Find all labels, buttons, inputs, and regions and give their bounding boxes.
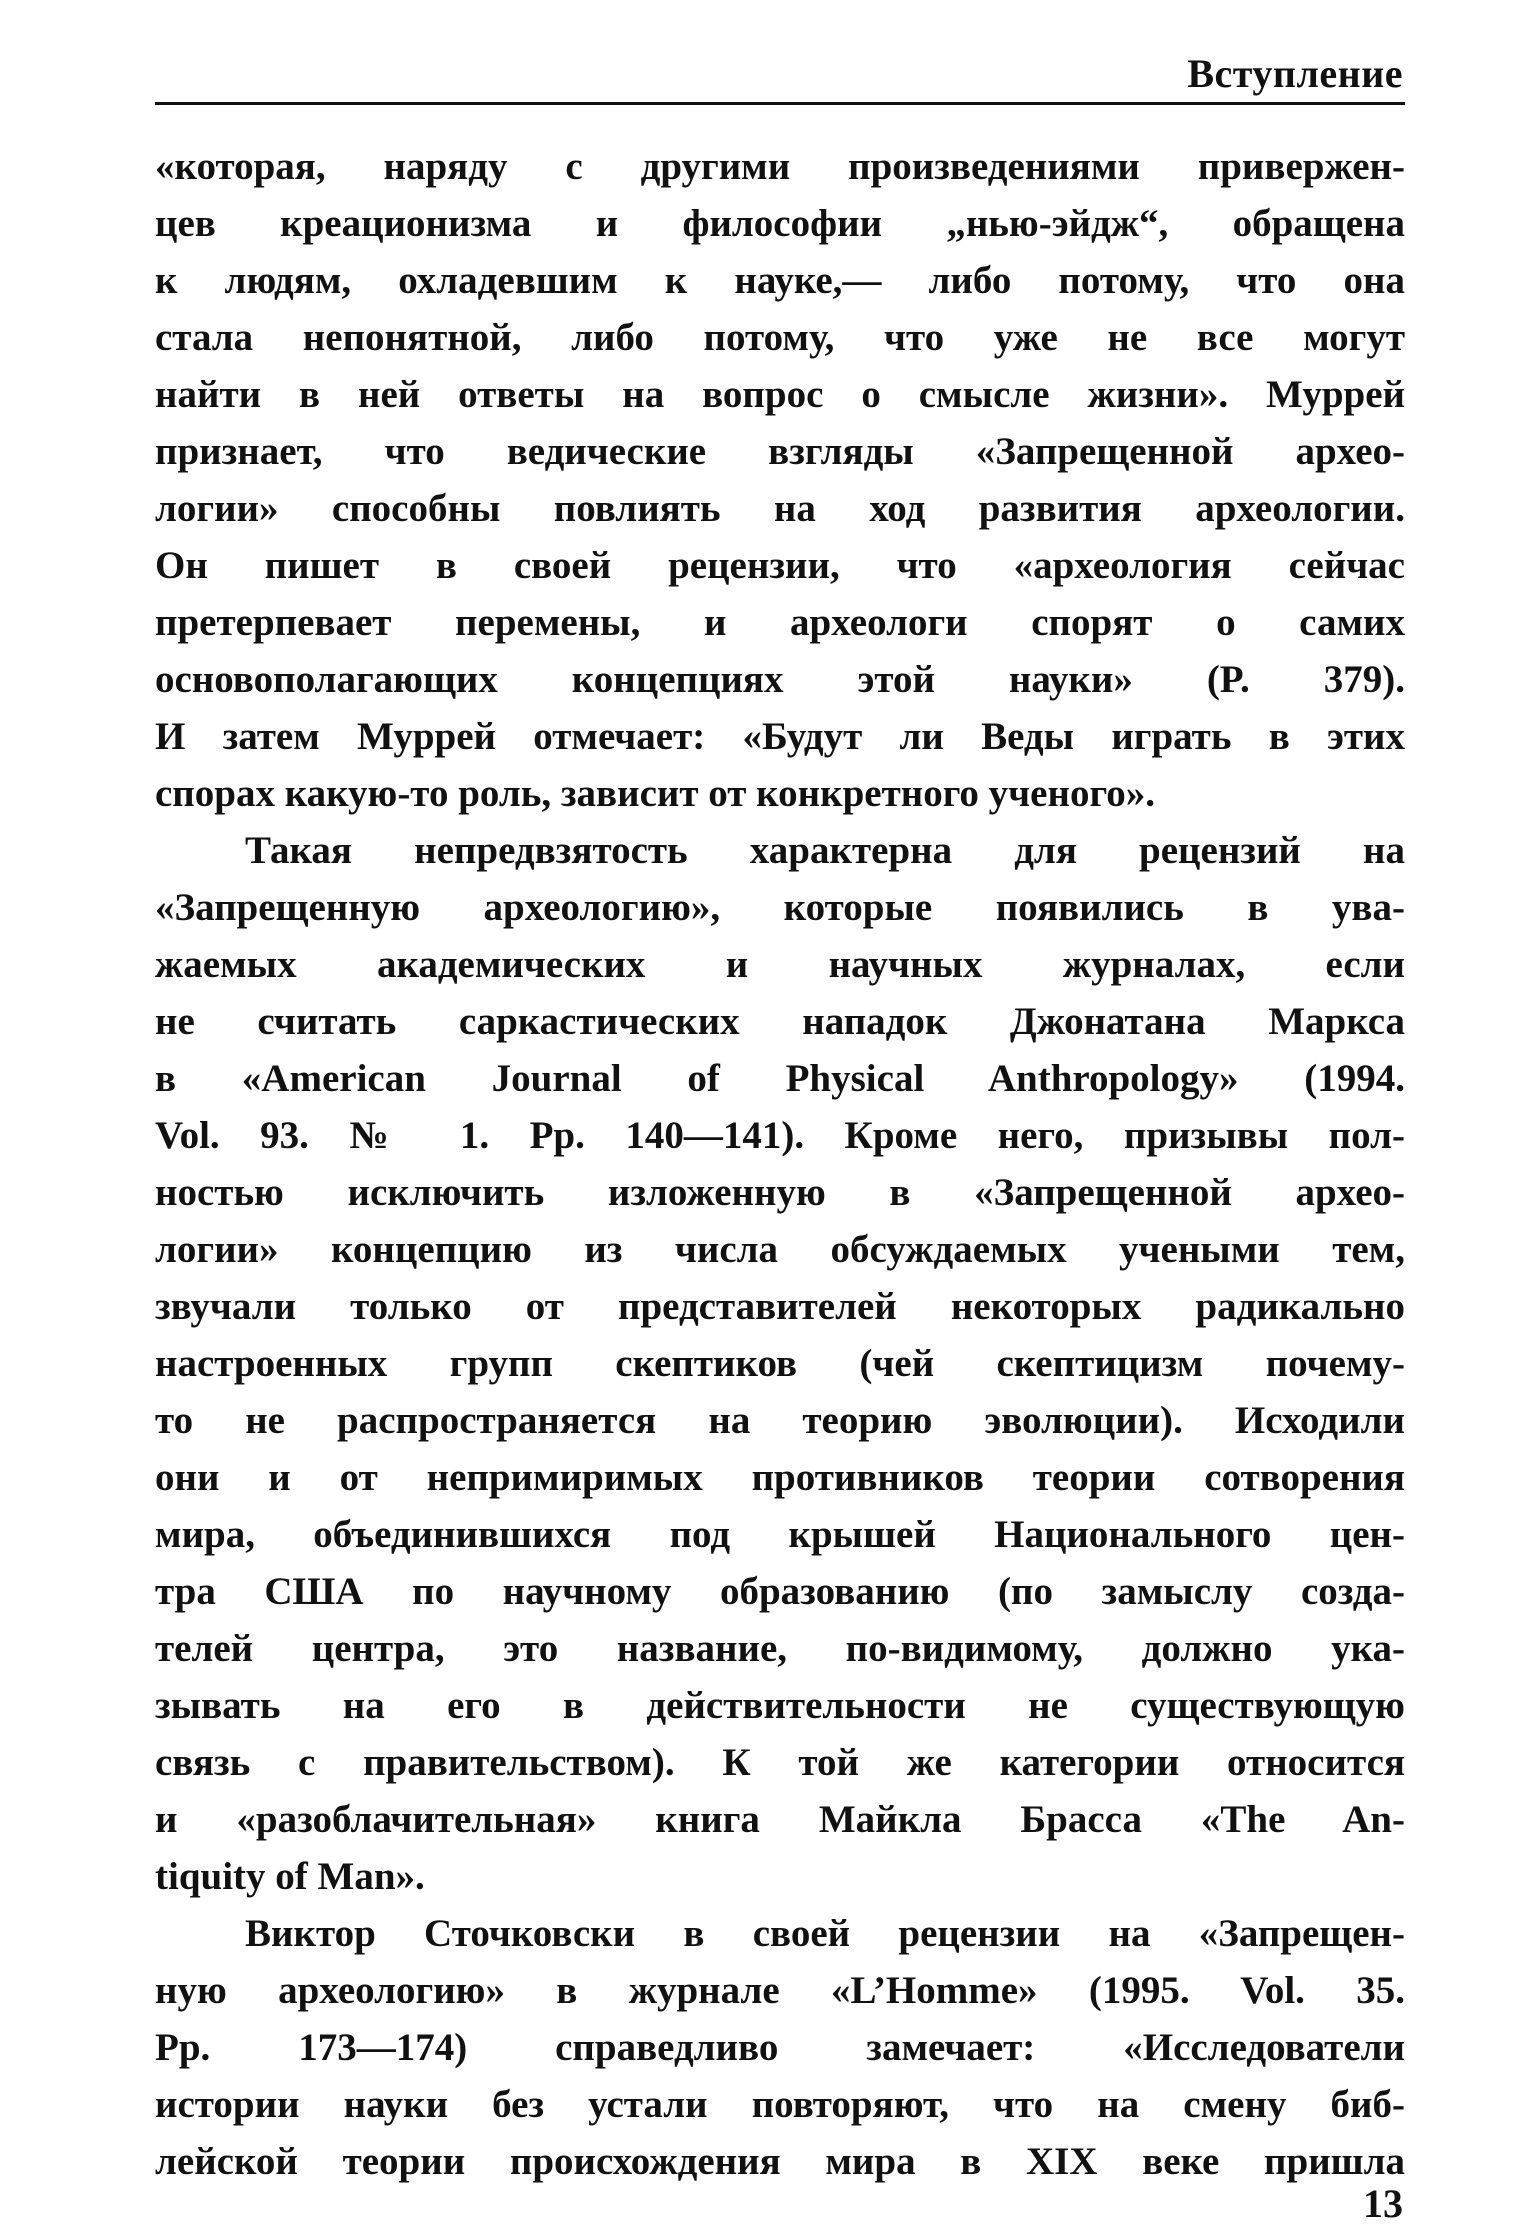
text-line: стала непонятной, либо потому, что уже не все могут: [155, 316, 1405, 359]
running-head-title: Вступление: [1187, 51, 1403, 96]
running-head: [155, 42, 1405, 105]
text-line: телей центра, это название, по-видимому, должно ука-: [155, 1627, 1405, 1670]
text-line: они и от непримиримых противников теории сотворения: [155, 1456, 1405, 1499]
text-line: основополагающих концепциях этой науки» (P. 379).: [155, 658, 1405, 701]
text-line: то не распространяется на теорию эволюции). Исходили: [155, 1399, 1405, 1442]
text-line: звучали только от представителей некоторых радикально: [155, 1285, 1405, 1328]
paragraph-2: [155, 822, 1405, 1905]
text-line: связь с правительством). К той же категории относится: [155, 1741, 1405, 1784]
page-number: 13: [1363, 2181, 1403, 2226]
text-line: не считать саркастических нападок Джонатана Маркса: [155, 1000, 1405, 1043]
text-line: Он пишет в своей рецензии, что «археология сейчас: [155, 544, 1405, 587]
text-line: Такая непредвзятость характерна для рецензий на: [245, 829, 1405, 872]
text-line: логии» концепцию из числа обсуждаемых учеными тем,: [155, 1228, 1405, 1271]
text-line: ностью исключить изложенную в «Запрещенной архео-: [155, 1171, 1405, 1214]
text-line: tiquity of Man».: [155, 1855, 425, 1898]
text-line: настроенных групп скептиков (чей скептицизм почему-: [155, 1342, 1405, 1385]
text-line: спорах какую-то роль, зависит от конкретного ученого».: [155, 772, 1155, 815]
text-line: Pp. 173—174) справедливо замечает: «Исследователи: [155, 2026, 1405, 2069]
text-line: Виктор Сточковски в своей рецензии на «Запрещен-: [245, 1912, 1405, 1955]
text-line: мира, объединившихся под крышей Национального цен-: [155, 1513, 1405, 1556]
text-line: И затем Муррей отмечает: «Будут ли Веды играть в этих: [155, 715, 1405, 758]
text-line: жаемых академических и научных журналах, если: [155, 943, 1405, 986]
text-line: «Запрещенную археологию», которые появились в ува-: [155, 886, 1405, 929]
text-line: претерпевает перемены, и археологи спорят о самих: [155, 601, 1405, 644]
body-text: [155, 138, 1405, 2190]
text-line: тра США по научному образованию (по замыслу созда-: [155, 1570, 1405, 1613]
text-line: признает, что ведические взгляды «Запрещенной архео-: [155, 430, 1405, 473]
text-line: Vol. 93. № 1. Pp. 140—141). Кроме него, призывы пол-: [155, 1114, 1405, 1157]
text-line: цев креационизма и философии „нью-эйдж“, обращена: [155, 202, 1405, 245]
text-line: логии» способны повлиять на ход развития археологии.: [155, 487, 1405, 530]
paragraph-1: [155, 138, 1405, 822]
text-line: и «разоблачительная» книга Майкла Брасса «The An-: [155, 1798, 1405, 1841]
text-line: лейской теории происхождения мира в XIX веке пришла: [155, 2140, 1405, 2183]
paragraph-3: [155, 1905, 1405, 2190]
text-line: «которая, наряду с другими произведениями привержен-: [155, 145, 1405, 188]
text-line: в «American Journal of Physical Anthropology» (1994.: [155, 1057, 1405, 1100]
text-line: ную археологию» в журнале «L’Homme» (1995. Vol. 35.: [155, 1969, 1405, 2012]
text-line: истории науки без устали повторяют, что на смену биб-: [155, 2083, 1405, 2126]
text-line: найти в ней ответы на вопрос о смысле жизни». Муррей: [155, 373, 1405, 416]
text-line: к людям, охладевшим к науке,— либо потому, что она: [155, 259, 1405, 302]
text-line: зывать на его в действительности не существующую: [155, 1684, 1405, 1727]
